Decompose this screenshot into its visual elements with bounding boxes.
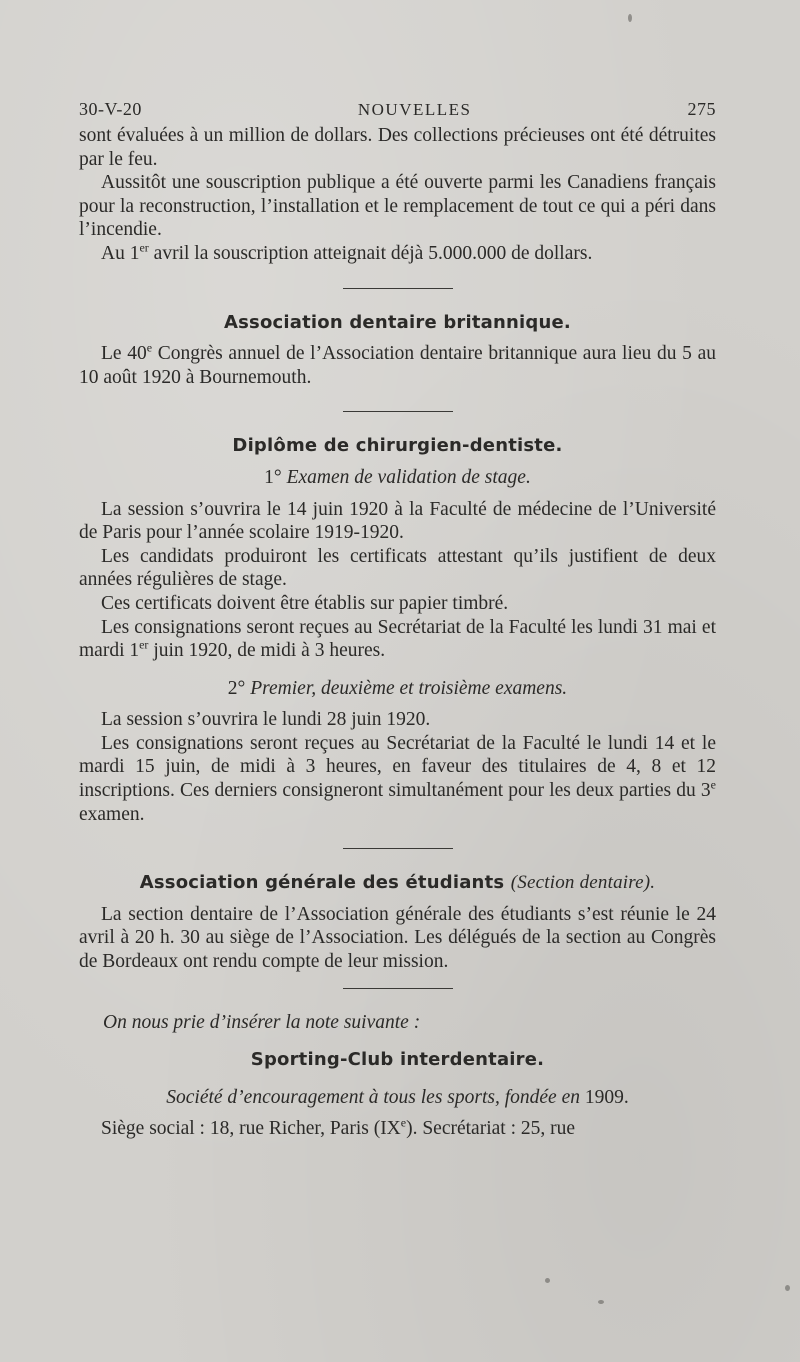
intro-paragraph-1: sont évaluées à un million de dollars. Des collections précieuses ont été détruites par le feu. xyxy=(79,125,716,170)
note-intro: On nous prie d’insérer la note suivante : xyxy=(103,1011,421,1033)
heading-diplome: Diplôme de chirurgien-dentiste. xyxy=(232,435,563,457)
diplome-paragraph-5: La session s’ouvrira le lundi 28 juin 1920. xyxy=(101,709,431,731)
sporting-club-subtitle: Société d’encouragement à tous les sports, fondée en 1909. xyxy=(166,1086,629,1108)
subheading-validation: 1° Examen de validation de stage. xyxy=(264,466,531,488)
diplome-paragraph-3: Ces certificats doivent être établis sur papier timbré. xyxy=(101,592,509,614)
scan-speck xyxy=(628,14,632,22)
diplome-paragraph-1: La session s’ouvrira le 14 juin 1920 à la Faculté de médecine de l’Université de Paris pour l’année scolaire 1919-1920. xyxy=(79,498,716,544)
scan-speck xyxy=(545,1278,550,1283)
assoc-etudiants-paragraph: La section dentaire de l’Association générale des étudiants s’est réunie le 24 avril à 20 h. 30 au siège de l’Association. Les délégués de la section au Congrès de Bordeaux ont rendu compte de leur mission. xyxy=(79,903,716,973)
sporting-club-address: Siège social : 18, rue Richer, Paris (IXe). Secrétariat : 25, rue xyxy=(101,1115,576,1140)
heading-assoc-brit: Association dentaire britannique. xyxy=(224,311,571,333)
heading-assoc-etudiants: Association générale des étudiants (Section dentaire). xyxy=(139,872,656,894)
assoc-brit-paragraph: Le 40e Congrès annuel de l’Association dentaire britannique aura lieu du 5 au 10 août 1920 à Bournemouth. xyxy=(79,340,716,388)
subheading-examens: 2° Premier, deuxième et troisième examens. xyxy=(227,677,568,699)
heading-sporting-club: Sporting-Club interdentaire. xyxy=(250,1049,545,1071)
diplome-paragraph-4: Les consignations seront reçues au Secrétariat de la Faculté les lundi 31 mai et mardi 1er juin 1920, de midi à 3 heures. xyxy=(79,616,716,662)
issue-date: 30-V-20 xyxy=(79,99,142,119)
scan-speck xyxy=(785,1285,790,1291)
page-number: 275 xyxy=(687,99,716,119)
intro-paragraph-2: Aussitôt une souscription publique a été ouverte parmi les Canadiens français pour la reconstruction, l’installation et le remplacement de tout ce qui a péri dans l’incendie. xyxy=(79,172,716,241)
document-page xyxy=(79,98,716,1141)
section-title: NOUVELLES xyxy=(357,100,472,119)
running-head xyxy=(79,98,716,124)
intro-paragraph-3: Au 1er avril la souscription atteignait déjà 5.000.000 de dollars. xyxy=(101,240,593,264)
diplome-paragraph-2: Les candidats produiront les certificats attestant qu’ils justifient de deux années régulières de stage. xyxy=(79,545,716,591)
diplome-paragraph-6: Les consignations seront reçues au Secrétariat de la Faculté le lundi 14 et le mardi 15 juin, de midi à 3 heures, en faveur des titulaires de 4, 8 et 12 inscriptions. Ces derniers consigneront simultanément pour les deux parties du 3e examen. xyxy=(79,732,716,825)
scan-speck xyxy=(598,1300,604,1304)
